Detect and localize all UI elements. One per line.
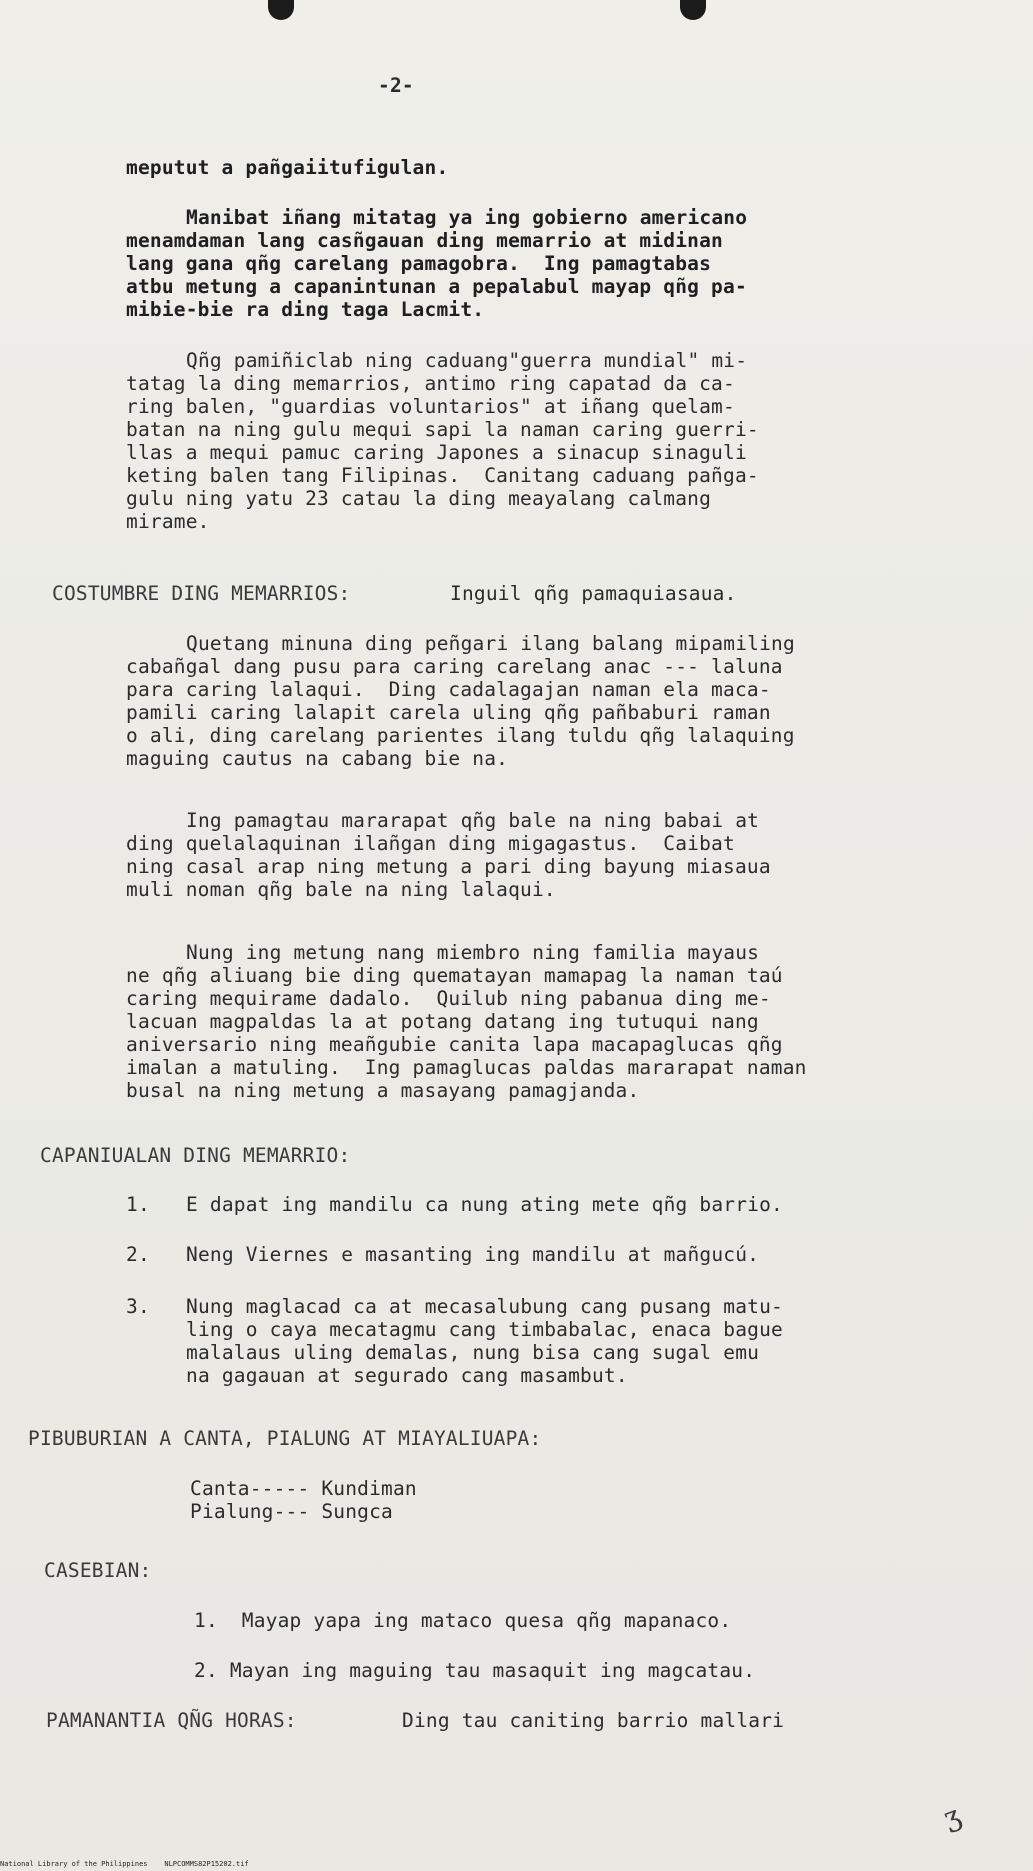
text-line: Quetang minuna ding peñgari ilang balang mipamiling — [186, 632, 795, 655]
section-heading-text: Ding tau caniting barrio mallari — [402, 1709, 785, 1732]
text-line: keting balen tang Filipinas. Canitang caduang pañga- — [126, 464, 759, 487]
text-line: imalan a matuling. Ing pamaglucas paldas mararapat naman — [126, 1056, 807, 1079]
text-line: mirame. — [126, 510, 210, 533]
section-heading: COSTUMBRE DING MEMARRIOS: — [52, 582, 351, 605]
text-line: Nung ing metung nang miembro ning familia mayaus — [186, 941, 760, 964]
text-line: cabañgal dang pusu para caring carelang anac --- laluna — [126, 655, 783, 678]
paragraph-continuation: meputut a pañgaiitufigulan. — [126, 156, 449, 179]
text-line: caring mequirame dadalo. Quilub ning pabanua ding me- — [126, 987, 771, 1010]
list-item: na gagauan at segurado cang masambut. — [186, 1364, 628, 1387]
text-line: ring balen, "guardias voluntarios" at iñang quelam- — [126, 395, 735, 418]
binder-hole-left — [268, 0, 294, 20]
text-line: tatag la ding memarrios, antimo ring capatad da ca- — [126, 372, 735, 395]
text-line: Ing pamagtau mararapat qñg bale na ning babai at — [186, 809, 760, 832]
text-line: Canta----- Kundiman — [190, 1477, 417, 1500]
text-line: aniversario ning meañgubie canita lapa macapaglucas qñg — [126, 1033, 783, 1056]
list-item-number: 1. — [126, 1193, 150, 1216]
list-item: 2. Mayan ing maguing tau masaquit ing magcatau. — [194, 1659, 756, 1682]
text-line: Manibat iñang mitatag ya ing gobierno americano — [186, 206, 748, 229]
section-heading-text: Inguil qñg pamaquiasaua. — [450, 582, 737, 605]
text-line: mibie-bie ra ding taga Lacmit. — [126, 298, 485, 321]
text-line: gulu ning yatu 23 catau la ding meayalang calmang — [126, 487, 712, 510]
text-line: o ali, ding carelang parientes ilang tuldu qñg lalaquing — [126, 724, 795, 747]
text-line: busal na ning metung a masayang pamagjanda. — [126, 1079, 640, 1102]
text-line: lacuan magpaldas la at potang datang ing tutuqui nang — [126, 1010, 759, 1033]
text-line: ding quelalaquinan ilañgan ding migagastus. Caibat — [126, 832, 735, 855]
page-number: -2- — [378, 74, 414, 97]
text-line: lang gana qñg carelang pamagobra. Ing pamagtabas — [126, 252, 712, 275]
text-line: Qñg pamiñiclab ning caduang"guerra mundial" mi- — [186, 349, 748, 372]
list-item: malalaus uling demalas, nung bisa cang sugal emu — [186, 1341, 760, 1364]
list-item: Neng Viernes e masanting ing mandilu at mañgucú. — [186, 1243, 760, 1266]
list-item: Nung maglacad ca at mecasalubung cang pusang matu- — [186, 1295, 783, 1318]
binder-hole-right — [680, 0, 706, 20]
handwritten-mark: ʒ — [938, 1798, 965, 1835]
scan-footer: National Library of the Philippines NLPCOMMS82P15202.tif — [0, 1860, 249, 1868]
text-line: para caring lalaqui. Ding cadalagajan naman ela maca- — [126, 678, 771, 701]
section-heading: CAPANIUALAN DING MEMARRIO: — [40, 1144, 351, 1167]
list-item: ling o caya mecatagmu cang timbabalac, enaca bague — [186, 1318, 783, 1341]
list-item: E dapat ing mandilu ca nung ating mete qñg barrio. — [186, 1193, 783, 1216]
section-heading: PAMANANTIA QÑG HORAS: — [46, 1709, 297, 1732]
section-heading: CASEBIAN: — [44, 1559, 152, 1582]
text-line: llas a mequi pamuc caring Japones a sinacup sinaguli — [126, 441, 747, 464]
text-line: Pialung--- Sungca — [190, 1500, 393, 1523]
text-line: ne qñg aliuang bie ding quematayan mamapag la naman taú — [126, 964, 783, 987]
list-item: 1. Mayap yapa ing mataco quesa qñg mapanaco. — [194, 1609, 732, 1632]
list-item-number: 2. — [126, 1243, 150, 1266]
text-line: atbu metung a capanintunan a pepalabul mayap qñg pa- — [126, 275, 747, 298]
text-line: ning casal arap ning metung a pari ding bayung miasaua — [126, 855, 771, 878]
list-item-number: 3. — [126, 1295, 150, 1318]
section-heading: PIBUBURIAN A CANTA, PIALUNG AT MIAYALIUAPA: — [28, 1427, 542, 1450]
text-line: batan na ning gulu mequi sapi la naman caring guerri- — [126, 418, 759, 441]
text-line: menamdaman lang casñgauan ding memarrio at midinan — [126, 229, 723, 252]
text-line: maguing cautus na cabang bie na. — [126, 747, 509, 770]
text-line: muli noman qñg bale na ning lalaqui. — [126, 878, 556, 901]
text-line: pamili caring lalapit carela uling qñg pañbaburi raman — [126, 701, 771, 724]
